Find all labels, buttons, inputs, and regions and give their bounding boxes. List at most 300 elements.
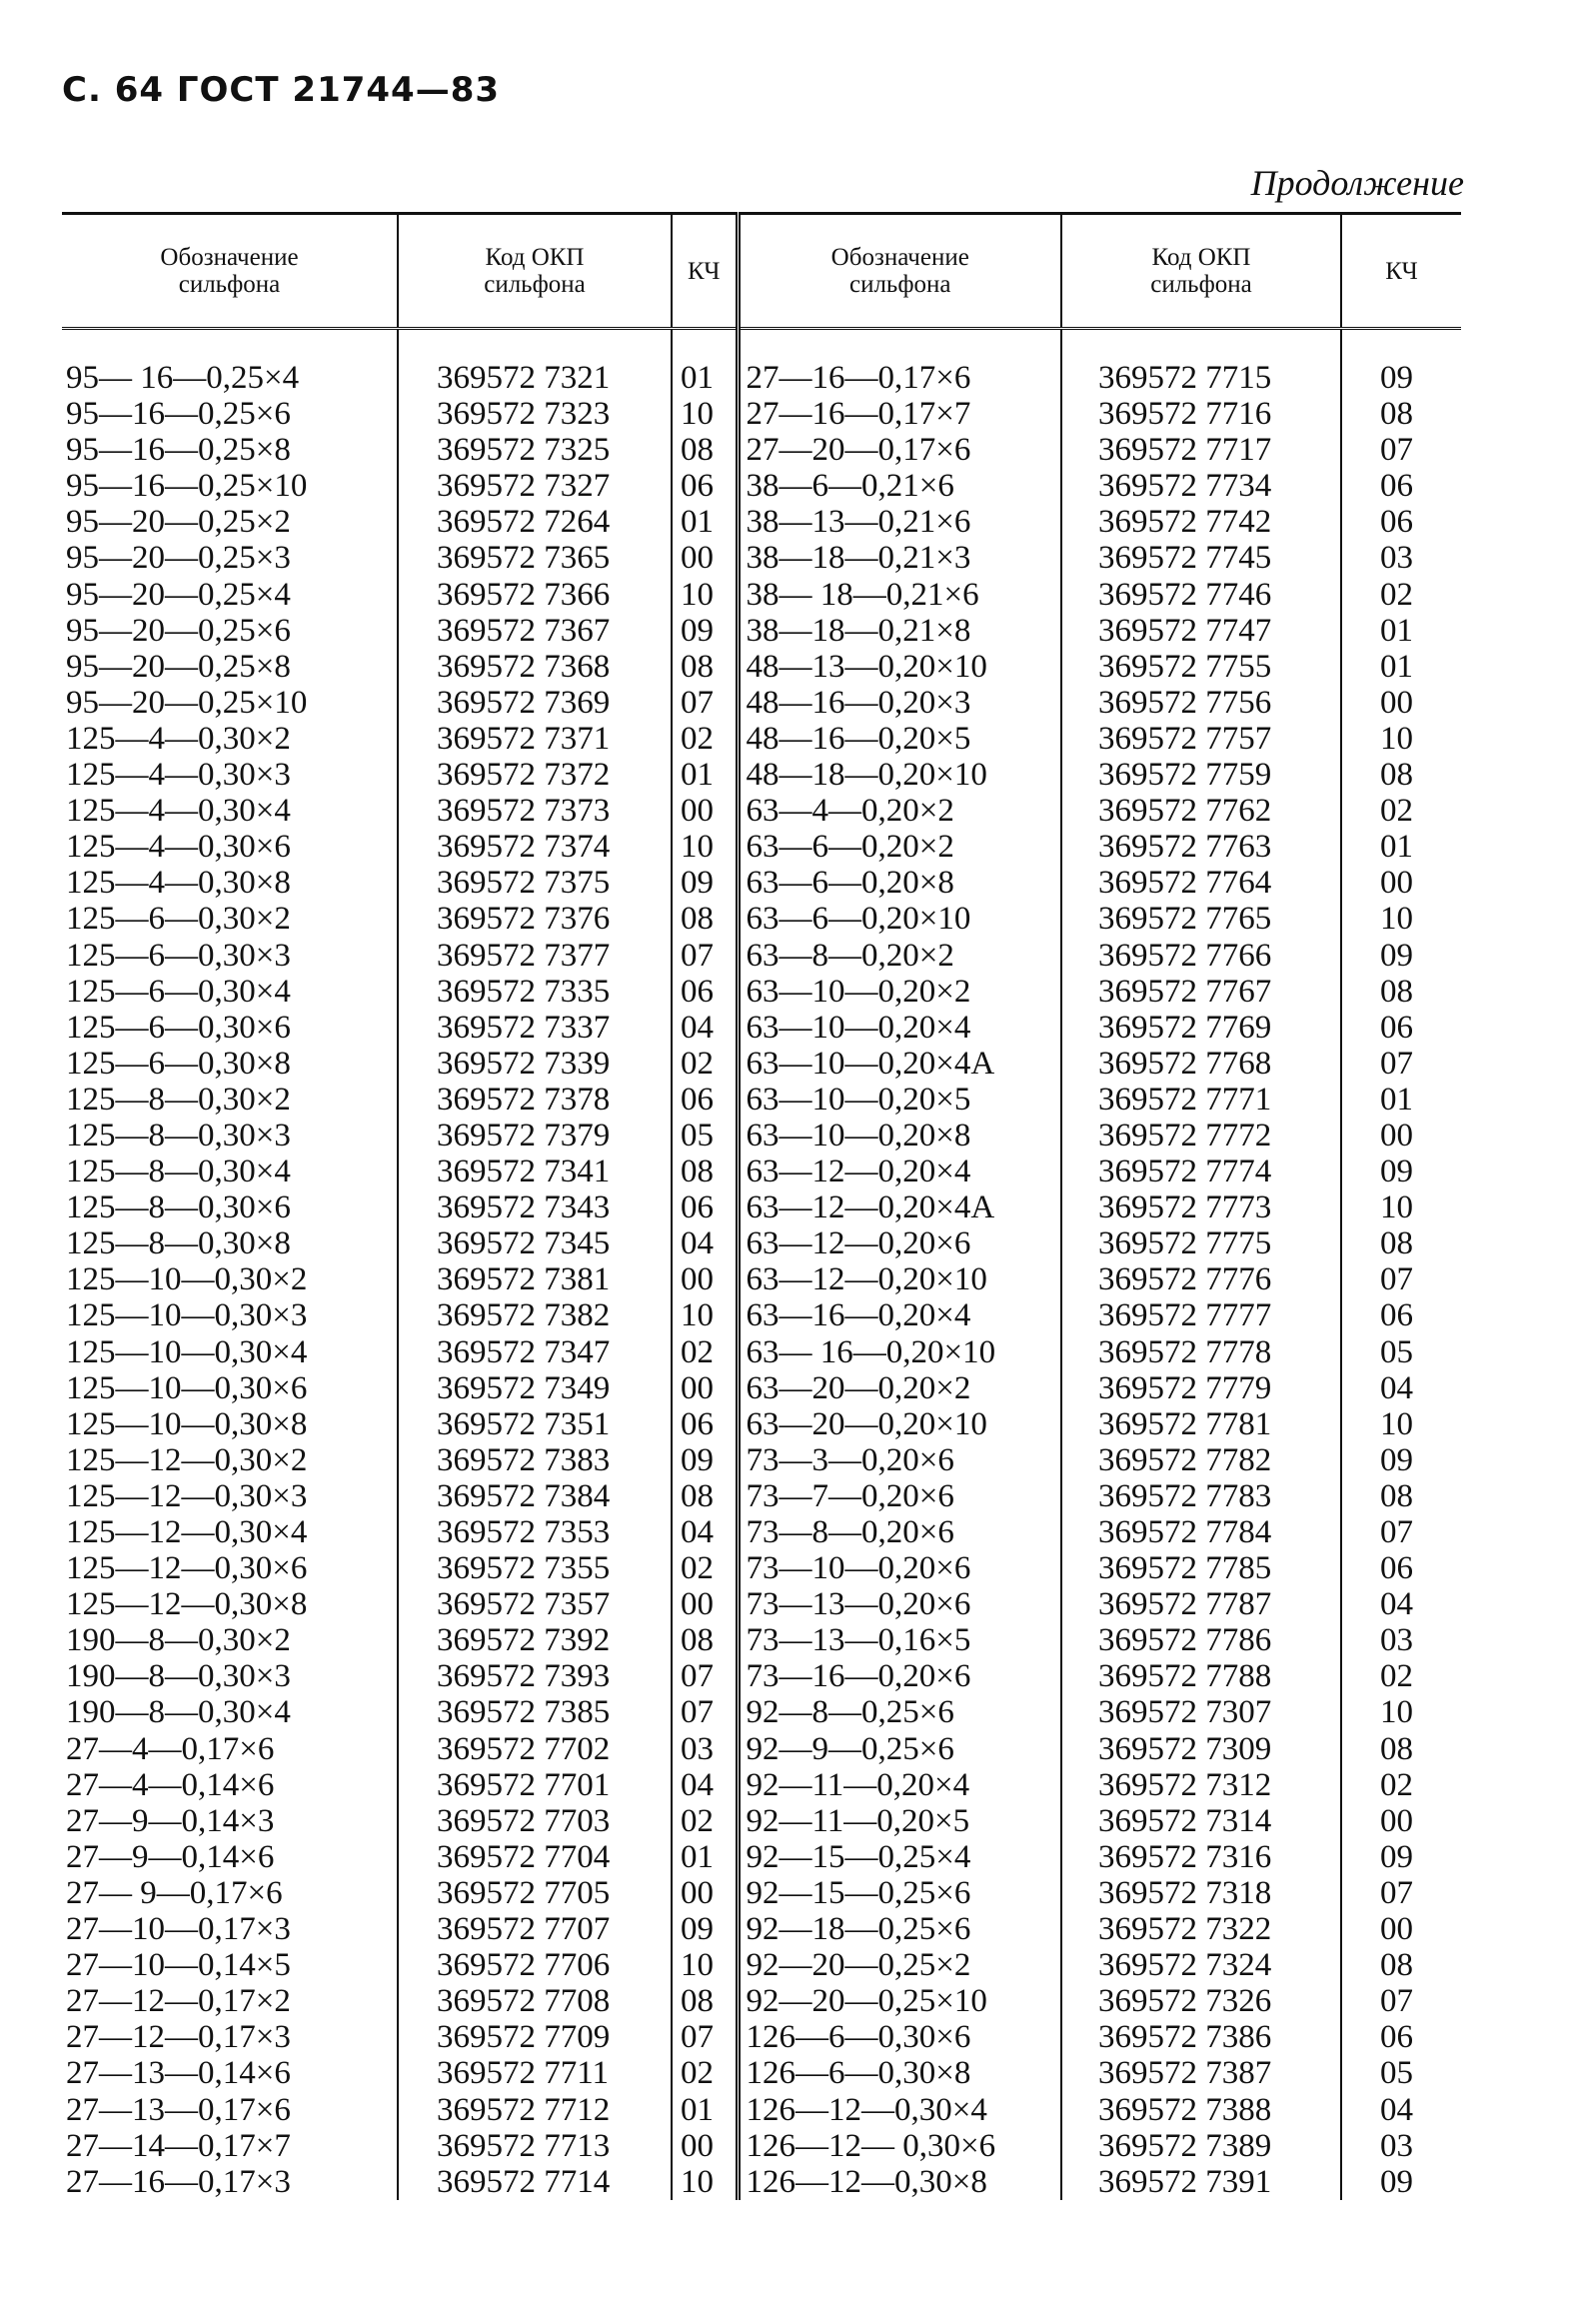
cell-designation: 125—4—0,30×8 xyxy=(66,865,291,902)
cell-okp-code: 369572 7709 xyxy=(398,2019,672,2055)
cell-okp-code: 369572 7377 xyxy=(398,938,672,974)
cell-kch: 08 xyxy=(672,649,738,685)
cell-kch: 08 xyxy=(672,432,738,468)
cell-kch: 08 xyxy=(672,1478,738,1514)
table-row xyxy=(62,685,1461,721)
cell-kch-2: 07 xyxy=(1341,1046,1461,1082)
cell-okp-code-2: 369572 7322 xyxy=(1061,1911,1341,1947)
cell-kch-2: 00 xyxy=(1341,865,1461,901)
cell-okp-code-2: 369572 7772 xyxy=(1061,1118,1341,1154)
cell-kch-2: 06 xyxy=(1341,1297,1461,1333)
cell-okp-code-2: 369572 7389 xyxy=(1061,2128,1341,2164)
table-row xyxy=(62,1082,1461,1118)
cell-designation: 125—10—0,30×4 xyxy=(66,1333,308,1370)
cell-designation-2: 92—11—0,20×4 xyxy=(738,1767,1061,1803)
cell-designation-2: 73—8—0,20×6 xyxy=(738,1514,1061,1550)
cell-okp-code: 369572 7372 xyxy=(398,757,672,793)
cell-okp-code: 369572 7376 xyxy=(398,901,672,937)
cell-kch-2: 10 xyxy=(1341,1694,1461,1730)
cell-okp-code-2: 369572 7715 xyxy=(1061,360,1341,396)
cell-kch-2: 04 xyxy=(1341,1370,1461,1406)
cell-okp-code-2: 369572 7779 xyxy=(1061,1370,1341,1406)
cell-kch-2: 08 xyxy=(1341,974,1461,1010)
cell-okp-code: 369572 7385 xyxy=(398,1694,672,1730)
cell-designation-2: 48—18—0,20×10 xyxy=(738,757,1061,793)
table-row xyxy=(62,1839,1461,1875)
cell-designation: 125—12—0,30×3 xyxy=(66,1477,308,1514)
cell-okp-code-2: 369572 7784 xyxy=(1061,1514,1341,1550)
cell-okp-code: 369572 7353 xyxy=(398,1514,672,1550)
cell-designation: 27—4—0,17×6 xyxy=(66,1730,275,1767)
cell-designation: 27—13—0,14×6 xyxy=(66,2055,291,2092)
cell-okp-code: 369572 7705 xyxy=(398,1875,672,1911)
cell-okp-code: 369572 7369 xyxy=(398,685,672,721)
cell-kch: 01 xyxy=(672,360,738,396)
cell-kch-2: 02 xyxy=(1341,577,1461,613)
cell-kch: 08 xyxy=(672,1154,738,1189)
cell-designation-2: 92—20—0,25×2 xyxy=(738,1947,1061,1983)
cell-designation: 95—20—0,25×4 xyxy=(66,576,291,613)
cell-kch: 10 xyxy=(672,1297,738,1333)
cell-okp-code: 369572 7706 xyxy=(398,1947,672,1983)
cell-okp-code-2: 369572 7785 xyxy=(1061,1550,1341,1586)
cell-okp-code-2: 369572 7781 xyxy=(1061,1406,1341,1442)
cell-okp-code-2: 369572 7717 xyxy=(1061,432,1341,468)
cell-designation-2: 63—10—0,20×2 xyxy=(738,974,1061,1010)
cell-designation: 190—8—0,30×4 xyxy=(66,1694,291,1731)
cell-kch: 01 xyxy=(672,1839,738,1875)
table-row xyxy=(62,577,1461,613)
cell-designation-2: 63—12—0,20×6 xyxy=(738,1225,1061,1261)
cell-kch-2: 09 xyxy=(1341,1154,1461,1189)
cell-okp-code: 369572 7384 xyxy=(398,1478,672,1514)
cell-kch-2: 09 xyxy=(1341,360,1461,396)
cell-designation: 27—10—0,14×5 xyxy=(66,1947,291,1984)
cell-kch-2: 05 xyxy=(1341,1334,1461,1370)
cell-okp-code: 369572 7707 xyxy=(398,1911,672,1947)
cell-kch: 00 xyxy=(672,540,738,576)
cell-designation-2: 73—13—0,16×5 xyxy=(738,1622,1061,1658)
table-row xyxy=(62,613,1461,649)
cell-kch-2: 02 xyxy=(1341,1767,1461,1803)
table-row xyxy=(62,1694,1461,1730)
cell-kch-2: 04 xyxy=(1341,1586,1461,1622)
cell-designation: 125—4—0,30×2 xyxy=(66,720,291,757)
cell-okp-code: 369572 7343 xyxy=(398,1189,672,1225)
table-row xyxy=(62,1658,1461,1694)
cell-designation-2: 126—12—0,30×4 xyxy=(738,2092,1061,2128)
table-body xyxy=(62,329,1461,2200)
cell-okp-code-2: 369572 7778 xyxy=(1061,1334,1341,1370)
cell-kch: 07 xyxy=(672,1658,738,1694)
table-row xyxy=(62,721,1461,757)
cell-designation: 125—12—0,30×4 xyxy=(66,1514,308,1550)
cell-okp-code: 369572 7327 xyxy=(398,468,672,504)
cell-okp-code-2: 369572 7742 xyxy=(1061,504,1341,540)
column-header-designation-2: Обозначение сильфона xyxy=(738,214,1061,329)
cell-kch-2: 00 xyxy=(1341,1911,1461,1947)
cell-designation: 125—8—0,30×2 xyxy=(66,1081,291,1118)
cell-kch-2: 00 xyxy=(1341,685,1461,721)
table-row xyxy=(62,1334,1461,1370)
column-header-kch: КЧ xyxy=(672,214,738,329)
cell-kch-2: 07 xyxy=(1341,1983,1461,2019)
cell-kch: 06 xyxy=(672,1189,738,1225)
cell-kch: 02 xyxy=(672,1334,738,1370)
table-row xyxy=(62,1046,1461,1082)
cell-kch: 08 xyxy=(672,1622,738,1658)
cell-designation-2: 63—10—0,20×4А xyxy=(738,1046,1061,1082)
cell-kch: 09 xyxy=(672,1442,738,1478)
cell-okp-code: 369572 7321 xyxy=(398,360,672,396)
cell-designation: 125—6—0,30×3 xyxy=(66,937,291,974)
cell-designation-2: 92—9—0,25×6 xyxy=(738,1731,1061,1767)
cell-designation-2: 63—10—0,20×8 xyxy=(738,1118,1061,1154)
cell-kch-2: 01 xyxy=(1341,1082,1461,1118)
bellows-code-table xyxy=(62,212,1461,2200)
cell-kch: 00 xyxy=(672,793,738,829)
table-row xyxy=(62,1514,1461,1550)
cell-okp-code: 369572 7371 xyxy=(398,721,672,757)
cell-kch-2: 07 xyxy=(1341,1875,1461,1911)
cell-designation-2: 63—8—0,20×2 xyxy=(738,938,1061,974)
cell-okp-code: 369572 7379 xyxy=(398,1118,672,1154)
cell-okp-code: 369572 7382 xyxy=(398,1297,672,1333)
cell-okp-code: 369572 7345 xyxy=(398,1225,672,1261)
cell-kch-2: 01 xyxy=(1341,649,1461,685)
cell-designation-2: 92—20—0,25×10 xyxy=(738,1983,1061,2019)
cell-kch-2: 05 xyxy=(1341,2055,1461,2091)
cell-designation: 125—6—0,30×8 xyxy=(66,1045,291,1082)
cell-kch: 02 xyxy=(672,1046,738,1082)
cell-designation-2: 63— 16—0,20×10 xyxy=(738,1334,1061,1370)
table-row xyxy=(62,1225,1461,1261)
cell-designation: 27—4—0,14×6 xyxy=(66,1766,275,1803)
cell-okp-code-2: 369572 7314 xyxy=(1061,1803,1341,1839)
cell-okp-code-2: 369572 7746 xyxy=(1061,577,1341,613)
cell-designation-2: 63—10—0,20×5 xyxy=(738,1082,1061,1118)
cell-designation-2: 38—13—0,21×6 xyxy=(738,504,1061,540)
cell-kch-2: 03 xyxy=(1341,2128,1461,2164)
cell-kch-2: 00 xyxy=(1341,1803,1461,1839)
cell-okp-code: 369572 7367 xyxy=(398,613,672,649)
cell-designation-2: 38—18—0,21×3 xyxy=(738,540,1061,576)
cell-kch: 06 xyxy=(672,468,738,504)
cell-kch: 07 xyxy=(672,685,738,721)
cell-kch-2: 08 xyxy=(1341,757,1461,793)
cell-designation-2: 63—6—0,20×10 xyxy=(738,901,1061,937)
cell-okp-code-2: 369572 7309 xyxy=(1061,1731,1341,1767)
cell-designation: 95—20—0,25×3 xyxy=(66,540,291,577)
cell-kch: 02 xyxy=(672,2055,738,2091)
cell-designation: 95—16—0,25×6 xyxy=(66,396,291,433)
continuation-label: Продолжение xyxy=(1250,163,1464,203)
cell-designation-2: 48—16—0,20×3 xyxy=(738,685,1061,721)
cell-designation: 27—13—0,17×6 xyxy=(66,2091,291,2128)
cell-okp-code-2: 369572 7786 xyxy=(1061,1622,1341,1658)
cell-designation: 125—12—0,30×8 xyxy=(66,1586,308,1623)
cell-designation: 125—10—0,30×2 xyxy=(66,1261,308,1298)
table-row xyxy=(62,1767,1461,1803)
cell-okp-code: 369572 7708 xyxy=(398,1983,672,2019)
cell-kch: 04 xyxy=(672,1767,738,1803)
table-row xyxy=(62,1297,1461,1333)
cell-designation: 190—8—0,30×3 xyxy=(66,1658,291,1695)
cell-okp-code-2: 369572 7755 xyxy=(1061,649,1341,685)
table-row xyxy=(62,1550,1461,1586)
cell-kch-2: 08 xyxy=(1341,1478,1461,1514)
cell-designation-2: 63—12—0,20×4А xyxy=(738,1189,1061,1225)
cell-kch-2: 02 xyxy=(1341,1658,1461,1694)
cell-designation: 27—16—0,17×3 xyxy=(66,2163,291,2200)
cell-okp-code-2: 369572 7787 xyxy=(1061,1586,1341,1622)
cell-kch: 00 xyxy=(672,2128,738,2164)
cell-okp-code-2: 369572 7745 xyxy=(1061,540,1341,576)
cell-designation: 125—10—0,30×3 xyxy=(66,1297,308,1334)
cell-okp-code-2: 369572 7774 xyxy=(1061,1154,1341,1189)
cell-okp-code: 369572 7381 xyxy=(398,1261,672,1297)
cell-okp-code-2: 369572 7767 xyxy=(1061,974,1341,1010)
cell-kch-2: 08 xyxy=(1341,396,1461,432)
cell-designation-2: 63—16—0,20×4 xyxy=(738,1297,1061,1333)
cell-designation-2: 63—20—0,20×2 xyxy=(738,1370,1061,1406)
cell-designation-2: 73—7—0,20×6 xyxy=(738,1478,1061,1514)
table-row xyxy=(62,1010,1461,1046)
cell-kch: 10 xyxy=(672,2164,738,2200)
cell-designation: 125—6—0,30×2 xyxy=(66,901,291,938)
table-row xyxy=(62,1586,1461,1622)
cell-designation: 125—6—0,30×6 xyxy=(66,1009,291,1046)
table-row xyxy=(62,1189,1461,1225)
cell-designation: 125—8—0,30×4 xyxy=(66,1154,291,1190)
cell-kch: 04 xyxy=(672,1514,738,1550)
cell-designation-2: 73—3—0,20×6 xyxy=(738,1442,1061,1478)
cell-designation: 125—4—0,30×6 xyxy=(66,829,291,866)
table-header-row xyxy=(62,214,1461,329)
cell-kch-2: 07 xyxy=(1341,1514,1461,1550)
cell-designation-2: 73—16—0,20×6 xyxy=(738,1658,1061,1694)
cell-okp-code-2: 369572 7386 xyxy=(1061,2019,1341,2055)
cell-kch-2: 06 xyxy=(1341,1550,1461,1586)
cell-okp-code-2: 369572 7764 xyxy=(1061,865,1341,901)
cell-okp-code: 369572 7393 xyxy=(398,1658,672,1694)
cell-okp-code: 369572 7264 xyxy=(398,504,672,540)
cell-okp-code: 369572 7355 xyxy=(398,1550,672,1586)
cell-kch-2: 01 xyxy=(1341,613,1461,649)
table-row xyxy=(62,2092,1461,2128)
cell-okp-code: 369572 7335 xyxy=(398,974,672,1010)
cell-okp-code-2: 369572 7771 xyxy=(1061,1082,1341,1118)
cell-kch: 04 xyxy=(672,1010,738,1046)
cell-designation-2: 38— 18—0,21×6 xyxy=(738,577,1061,613)
cell-kch-2: 07 xyxy=(1341,1261,1461,1297)
cell-kch-2: 06 xyxy=(1341,2019,1461,2055)
cell-okp-code-2: 369572 7326 xyxy=(1061,1983,1341,2019)
cell-kch: 09 xyxy=(672,865,738,901)
table-row xyxy=(62,1118,1461,1154)
cell-okp-code-2: 369572 7768 xyxy=(1061,1046,1341,1082)
cell-okp-code-2: 369572 7388 xyxy=(1061,2092,1341,2128)
cell-designation: 125—8—0,30×3 xyxy=(66,1117,291,1154)
cell-designation-2: 48—16—0,20×5 xyxy=(738,721,1061,757)
cell-designation-2: 63—4—0,20×2 xyxy=(738,793,1061,829)
cell-kch-2: 00 xyxy=(1341,1118,1461,1154)
cell-kch-2: 09 xyxy=(1341,2164,1461,2200)
table-row xyxy=(62,1983,1461,2019)
cell-designation: 125—4—0,30×4 xyxy=(66,793,291,830)
cell-designation: 27—12—0,17×3 xyxy=(66,2019,291,2056)
cell-designation: 27— 9—0,17×6 xyxy=(66,1874,283,1911)
cell-okp-code-2: 369572 7763 xyxy=(1061,829,1341,865)
table-row xyxy=(62,1370,1461,1406)
cell-kch: 06 xyxy=(672,1082,738,1118)
column-header-designation: Обозначение сильфона xyxy=(62,214,398,329)
cell-okp-code-2: 369572 7783 xyxy=(1061,1478,1341,1514)
cell-kch-2: 09 xyxy=(1341,938,1461,974)
cell-designation-2: 73—10—0,20×6 xyxy=(738,1550,1061,1586)
cell-designation: 190—8—0,30×2 xyxy=(66,1622,291,1659)
table-row xyxy=(62,1803,1461,1839)
column-header-kch-2: КЧ xyxy=(1341,214,1461,329)
table-row xyxy=(62,1622,1461,1658)
cell-okp-code: 369572 7712 xyxy=(398,2092,672,2128)
cell-okp-code: 369572 7392 xyxy=(398,1622,672,1658)
cell-kch: 10 xyxy=(672,1947,738,1983)
running-header: С. 64 ГОСТ 21744—83 xyxy=(62,70,501,110)
cell-okp-code-2: 369572 7324 xyxy=(1061,1947,1341,1983)
table-row xyxy=(62,1406,1461,1442)
cell-okp-code: 369572 7349 xyxy=(398,1370,672,1406)
cell-designation-2: 92—18—0,25×6 xyxy=(738,1911,1061,1947)
cell-okp-code-2: 369572 7312 xyxy=(1061,1767,1341,1803)
table-row xyxy=(62,1478,1461,1514)
table-row xyxy=(62,504,1461,540)
cell-designation-2: 92—15—0,25×6 xyxy=(738,1875,1061,1911)
cell-kch: 08 xyxy=(672,901,738,937)
cell-kch: 04 xyxy=(672,1225,738,1261)
cell-designation-2: 126—12—0,30×8 xyxy=(738,2164,1061,2200)
cell-okp-code-2: 369572 7387 xyxy=(1061,2055,1341,2091)
cell-kch: 06 xyxy=(672,974,738,1010)
cell-kch-2: 03 xyxy=(1341,1622,1461,1658)
cell-designation-2: 92—8—0,25×6 xyxy=(738,1694,1061,1730)
cell-okp-code: 369572 7325 xyxy=(398,432,672,468)
cell-okp-code: 369572 7323 xyxy=(398,396,672,432)
cell-okp-code: 369572 7711 xyxy=(398,2055,672,2091)
table-row xyxy=(62,1911,1461,1947)
cell-kch-2: 09 xyxy=(1341,1839,1461,1875)
cell-kch-2: 06 xyxy=(1341,1010,1461,1046)
table-row xyxy=(62,757,1461,793)
cell-kch-2: 09 xyxy=(1341,1442,1461,1478)
cell-okp-code-2: 369572 7759 xyxy=(1061,757,1341,793)
cell-okp-code-2: 369572 7782 xyxy=(1061,1442,1341,1478)
cell-kch: 02 xyxy=(672,1550,738,1586)
cell-kch-2: 10 xyxy=(1341,1189,1461,1225)
cell-kch-2: 10 xyxy=(1341,721,1461,757)
cell-okp-code: 369572 7374 xyxy=(398,829,672,865)
cell-okp-code-2: 369572 7734 xyxy=(1061,468,1341,504)
cell-designation: 95—16—0,25×8 xyxy=(66,432,291,469)
cell-kch: 03 xyxy=(672,1731,738,1767)
cell-designation-2: 63—20—0,20×10 xyxy=(738,1406,1061,1442)
cell-designation: 125—8—0,30×8 xyxy=(66,1225,291,1262)
cell-kch-2: 06 xyxy=(1341,468,1461,504)
cell-kch-2: 02 xyxy=(1341,793,1461,829)
cell-okp-code: 369572 7702 xyxy=(398,1731,672,1767)
cell-okp-code: 369572 7704 xyxy=(398,1839,672,1875)
table-row xyxy=(62,2055,1461,2091)
cell-kch: 10 xyxy=(672,829,738,865)
table-row xyxy=(62,649,1461,685)
cell-designation-2: 63—12—0,20×10 xyxy=(738,1261,1061,1297)
table-row xyxy=(62,396,1461,432)
cell-okp-code-2: 369572 7757 xyxy=(1061,721,1341,757)
cell-designation: 125—6—0,30×4 xyxy=(66,973,291,1010)
cell-kch: 08 xyxy=(672,1983,738,2019)
table-row xyxy=(62,1261,1461,1297)
cell-kch-2: 06 xyxy=(1341,504,1461,540)
cell-kch: 06 xyxy=(672,1406,738,1442)
cell-kch: 05 xyxy=(672,1118,738,1154)
table-row xyxy=(62,2128,1461,2164)
cell-kch: 01 xyxy=(672,504,738,540)
cell-okp-code: 369572 7378 xyxy=(398,1082,672,1118)
cell-designation: 27—12—0,17×2 xyxy=(66,1983,291,2020)
cell-designation-2: 63—10—0,20×4 xyxy=(738,1010,1061,1046)
cell-okp-code-2: 369572 7776 xyxy=(1061,1261,1341,1297)
cell-designation: 95—20—0,25×2 xyxy=(66,504,291,541)
table-row xyxy=(62,432,1461,468)
column-header-okp-code: Код ОКП сильфона xyxy=(398,214,672,329)
cell-kch: 09 xyxy=(672,1911,738,1947)
cell-designation: 27—10—0,17×3 xyxy=(66,1911,291,1948)
table-row xyxy=(62,938,1461,974)
cell-okp-code-2: 369572 7773 xyxy=(1061,1189,1341,1225)
cell-designation: 125—10—0,30×8 xyxy=(66,1405,308,1442)
cell-designation-2: 27—16—0,17×6 xyxy=(738,360,1061,396)
cell-okp-code: 369572 7337 xyxy=(398,1010,672,1046)
cell-designation-2: 63—6—0,20×8 xyxy=(738,865,1061,901)
table-row xyxy=(62,793,1461,829)
table-row xyxy=(62,468,1461,504)
cell-kch: 00 xyxy=(672,1586,738,1622)
table-row xyxy=(62,540,1461,576)
table-row xyxy=(62,2019,1461,2055)
cell-designation-2: 38—6—0,21×6 xyxy=(738,468,1061,504)
column-header-okp-code-2: Код ОКП сильфона xyxy=(1061,214,1341,329)
cell-designation: 95—16—0,25×10 xyxy=(66,468,308,505)
cell-okp-code: 369572 7383 xyxy=(398,1442,672,1478)
cell-okp-code-2: 369572 7788 xyxy=(1061,1658,1341,1694)
cell-okp-code-2: 369572 7391 xyxy=(1061,2164,1341,2200)
cell-designation: 95—20—0,25×8 xyxy=(66,648,291,685)
table-row xyxy=(62,1947,1461,1983)
cell-designation-2: 126—12— 0,30×6 xyxy=(738,2128,1061,2164)
cell-designation: 125—10—0,30×6 xyxy=(66,1369,308,1406)
cell-designation: 125—8—0,30×6 xyxy=(66,1189,291,1226)
table-row xyxy=(62,974,1461,1010)
table-row xyxy=(62,865,1461,901)
cell-okp-code-2: 369572 7307 xyxy=(1061,1694,1341,1730)
cell-designation-2: 126—6—0,30×6 xyxy=(738,2019,1061,2055)
cell-okp-code-2: 369572 7765 xyxy=(1061,901,1341,937)
cell-okp-code: 369572 7366 xyxy=(398,577,672,613)
cell-designation-2: 126—6—0,30×8 xyxy=(738,2055,1061,2091)
cell-kch: 00 xyxy=(672,1370,738,1406)
cell-okp-code-2: 369572 7769 xyxy=(1061,1010,1341,1046)
cell-okp-code: 369572 7357 xyxy=(398,1586,672,1622)
